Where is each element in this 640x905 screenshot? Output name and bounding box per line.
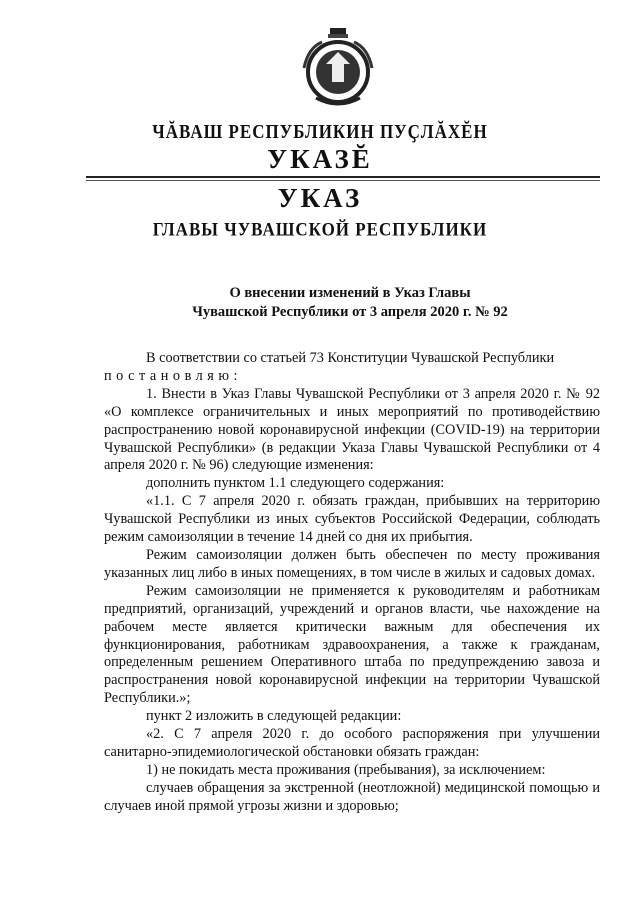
russian-header-line: ГЛАВЫ ЧУВАШСКОЙ РЕСПУБЛИКИ [152, 219, 488, 240]
body-paragraph: постановляю: [104, 367, 242, 384]
russian-decree-title: УКАЗ [277, 183, 363, 213]
body-paragraph: 1. Внести в Указ Главы Чувашской Республики от 3 апреля 2020 г. № 92 «О комплексе ограничительных и иных мероприятий по противодействию распространению новой коронавирусной инфекции (COVID-19) на территории Чувашской Республики» (в редакции Указа Главы Чувашской Республики от 4 апреля 2020 г. № 96) следующие изменения: [104, 385, 600, 474]
coat-of-arms-emblem [296, 28, 380, 112]
chuvash-decree-title: УКАЗĔ [267, 144, 373, 174]
body-paragraph: «2. С 7 апреля 2020 г. до особого распоряжения при улучшении санитарно-эпидемиологической обстановки обязать граждан: [104, 726, 600, 760]
body-paragraph: случаев обращения за экстренной (неотложной) медицинской помощью и случаев иной прямой угрозы жизни и здоровью; [104, 779, 600, 814]
body-paragraph: В соответствии со статьей 73 Конституции Чувашской Республики [146, 350, 555, 366]
body-paragraph: Режим самоизоляции не применяется к руководителям и работникам предприятий, организаций, учреждений и органов власти, чье нахождение на рабочем месте является критически важным для обеспечения их функционирования, работникам здравоохранения, а также к гражданам, определенным решением Оперативного штаба по предупреждению завоза и распространения новой коронавирусной инфекции на территории Чувашской Республики.»; [104, 582, 600, 707]
document-title [100, 284, 600, 322]
body-paragraph: пункт 2 изложить в следующей редакции: [146, 708, 402, 725]
document-body [104, 350, 600, 816]
body-paragraph: 1) не покидать места проживания (пребывания), за исключением: [146, 761, 546, 778]
body-paragraph: дополнить пунктом 1.1 следующего содержания: [146, 475, 445, 492]
header-divider-thin [86, 180, 600, 181]
body-paragraph: Режим самоизоляции должен быть обеспечен по месту проживания указанных лиц либо в иных помещениях, в том числе в жилых и садовых домах. [104, 546, 600, 581]
document-title-line: Чувашской Республики от 3 апреля 2020 г. № 92 [192, 304, 508, 320]
body-paragraph: «1.1. С 7 апреля 2020 г. обязать граждан, прибывших на территорию Чувашской Республики из иных субъектов Российской Федерации, соблюдать режим самоизоляции в течение 14 дней со дня их прибытия. [104, 493, 600, 546]
chuvash-header-line: ЧĂВАШ РЕСПУБЛИКИН ПУҪЛĂХĔН [152, 120, 488, 143]
document-title-line: О внесении изменений в Указ Главы [229, 285, 471, 301]
header-divider [86, 176, 600, 178]
